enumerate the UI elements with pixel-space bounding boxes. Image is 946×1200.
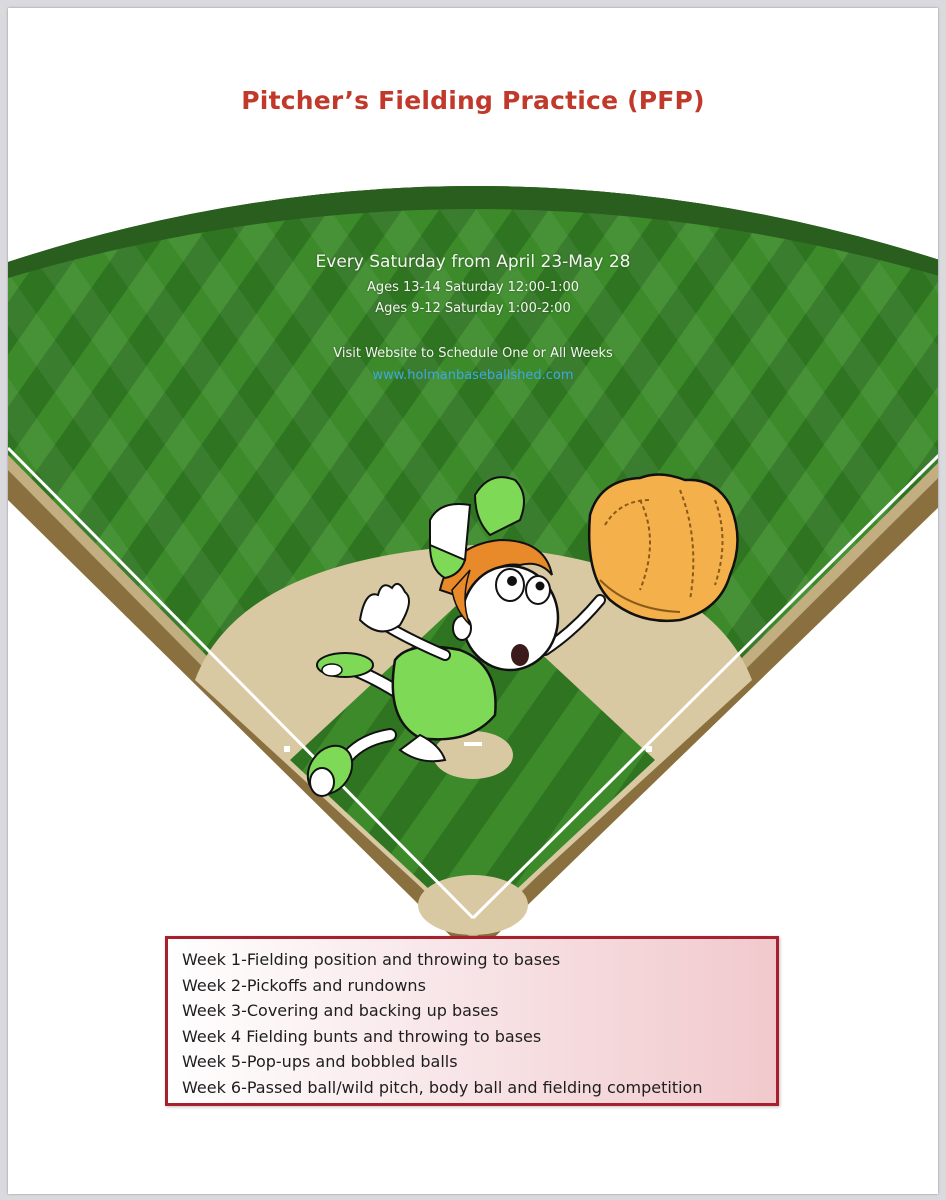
week-item: Week 5-Pop-ups and bobbled balls xyxy=(182,1052,458,1071)
schedule-ages-9-12: Ages 9-12 Saturday 1:00-2:00 xyxy=(375,301,571,316)
week-item: Week 2-Pickoffs and rundowns xyxy=(182,975,426,995)
schedule-ages-13-14: Ages 13-14 Saturday 12:00-1:00 xyxy=(366,280,580,295)
schedule-headline: Every Saturday from April 23-May 28 xyxy=(315,252,631,272)
website-link[interactable]: www.holmanbaseballshed.com xyxy=(372,368,574,383)
third-base xyxy=(284,746,290,752)
first-base xyxy=(646,746,652,752)
week-item: Week 6-Passed ball/wild pitch, body ball and fielding competition xyxy=(182,1077,703,1097)
weekly-curriculum-box xyxy=(165,936,779,1106)
week-item: Week 3-Covering and backing up bases xyxy=(182,1001,499,1020)
flyer-page xyxy=(8,8,938,1194)
visit-website-text: Visit Website to Schedule One or All Weeks xyxy=(333,346,613,361)
flyer-title: Pitcher’s Fielding Practice (PFP) xyxy=(241,86,705,115)
home-plate-area xyxy=(418,875,528,935)
week-item: Week 4 Fielding bunts and throwing to bases xyxy=(182,1026,542,1046)
week-item: Week 1-Fielding position and throwing to bases xyxy=(182,950,561,969)
baseball-glove-icon xyxy=(589,474,737,620)
